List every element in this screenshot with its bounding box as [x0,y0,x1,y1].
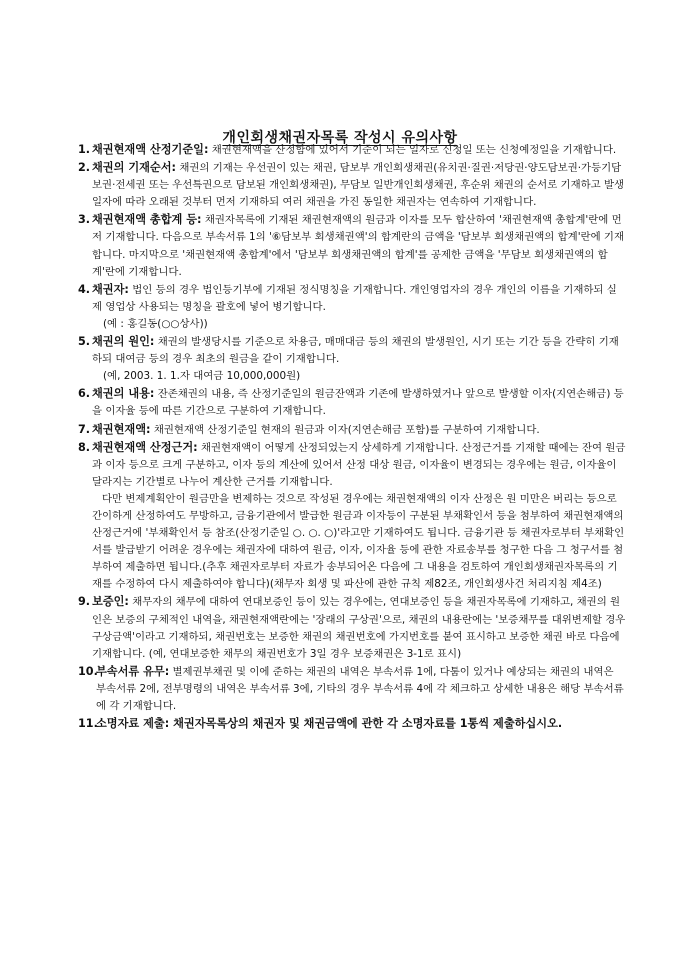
item-number: 2. [78,161,91,175]
item-heading: 채권현재액 산정근거: [92,440,198,454]
item-text: 채권자목록상의 채권자 및 채권금액에 관한 각 소명자료를 1통씩 제출하십시오. [169,717,563,731]
item-heading: 부속서류 유무: [96,664,170,678]
list-item [78,593,626,662]
item-text: 채권자목록에 기재된 채권현재액의 원금과 이자를 모두 합산하여 '채권현재액 총합계'란에 먼저 기재합니다. 다음으로 부속서류 1의 '⑥담보부 회생채권액'의 합계란의 금액을 '담보부 회생채권액의 합계'란에 기재합니다. 마지막으로 '채권현재액 총합계'에서 '담보부 회생채권액의 합계'를 공제한 금액을 '무담보 회생채권액의 합계'란에 기재합니다. [92,214,625,278]
list-item [78,211,626,280]
item-text: 채무자의 채무에 대하여 연대보증인 등이 있는 경우에는, 연대보증인 등을 채권자목록에 기재하고, 채권의 원인은 보증의 구체적인 내역을, 채권현재액란에는 '장래의 구상권'으로, 채권의 내용란에는 '보증채무를 대위변제할 경우 구상금액'이라고 기재하되, 채권번호는 보증한 채권의 채권번호에 가지번호를 붙여 표시하고 보증한 채권 바로 다음에 기재합니다. (예, 연대보증한 채무의 채권번호가 3일 경우 보증채권은 3-1로 표시) [92,596,626,660]
item-text: 별제권부채권 및 이에 준하는 채권의 내역은 부속서류 1에, 다툼이 있거나 예상되는 채권의 내역은 부속서류 2에, 전부명령의 내역은 부속서류 3에, 기타의 경우 부속서류 4에 각 체크하고 상세한 내용은 해당 부속서류에 각 기재합니다. [96,665,624,712]
item-paragraph: 다만 변제계획안이 원금만을 변제하는 것으로 작성된 경우에는 채권현재액의 이자 산정은 원 미만은 버리는 등으로 간이하게 산정하여도 무방하고, 금융기관에서 발급한 원금과 이자등이 구분된 부채확인서 등을 첨부하여 채권현재액의 산정근거에 '부채확인서 등 참조(산정기준일 ○. ○. ○)'라고만 기재하여도 됩니다. 금융기관 등 채권자로부터 부채확인서를 발급받기 어려운 경우에는 채권자에 대하여 원금, 이자, 이자율 등에 관한 자료송부를 청구한 다음 그 청구서를 첨부하여 제출하면 됩니다.(추후 채권자로부터 자료가 송부되어온 다음에 그 내용을 검토하여 개인회생채권자목록의 기재를 수정하여 다시 제출하여야 합니다)(채무자 회생 및 파산에 관한 규칙 제82조, 개인회생사건 처리지침 제4조) [92,492,625,591]
item-number: 11. [78,717,98,731]
item-text: 법인 등의 경우 법인등기부에 기재된 정식명칭을 기재합니다. 개인영업자의 경우 개인의 이름을 기재하되 실제 영업상 사용되는 명칭을 괄호에 넣어 병기합니다. [92,283,617,313]
item-text: 채권의 기재는 우선권이 있는 채권, 담보부 개인회생채권(유치권·질권·저당권·양도담보권·가등기담보권·전세권 또는 우선특권으로 담보된 개인회생채권), 무담보 일반개인회생채권, 후순위 채권의 순서로 기재하고 발생일자에 따라 오래된 것부터 먼저 기재하되 여러 채권을 가진 동일한 채권자는 연속하여 기재합니다. [92,162,625,209]
list-item [78,663,626,715]
item-heading: 보증인: [92,595,129,609]
list-item [78,141,626,159]
list-item [78,333,626,368]
item-number: 10. [78,664,98,678]
item-text: 채권현재액을 산정함에 있어서 기준이 되는 일자로 신청일 또는 신청예정일을 기재합니다. [208,144,617,156]
example-text: (예, 2003. 1. 1.자 대여금 10,000,000원) [103,370,301,383]
item-number: 6. [78,387,91,401]
item-heading: 채권자: [92,282,129,296]
item-heading: 채권의 원인: [92,335,155,349]
example-text: (예 : 홍길동(○○상사)) [103,317,208,330]
item-text: 채권현재액 산정기준일 현재의 원금과 이자(지연손해금 포함)를 구분하여 기재합니다. [150,423,540,436]
item-number: 5. [78,335,91,349]
item-number: 8. [78,440,91,454]
list-item [78,715,626,733]
item-heading: 채권의 내용: [92,387,155,401]
item-heading: 채권현재액: [92,422,151,436]
item-text: 잔존채권의 내용, 즉 산정기준일의 원금잔액과 기존에 발생하였거나 앞으로 발생할 이자(지연손해금) 등을 이자율 등에 따른 기간으로 구분하여 기재합니다. [92,388,624,418]
list-item [78,385,626,420]
item-number: 1. [78,143,91,156]
item-heading: 채권의 기재순서: [92,161,177,175]
list-item [78,159,626,211]
item-number: 4. [78,282,91,296]
page-title: 개인회생채권자목록 작성시 유의사항 [222,130,458,146]
item-text: 채권현재액이 어떻게 산정되었는지 상세하게 기재합니다. 산정근거를 기재할 때에는 잔여 원금과 이자 등으로 크게 구분하고, 이자 등의 계산에 있어서 산정 대상 원금, 이자율이 변경되는 경우에는 원금, 이자율이 달라지는 기간별로 나누어 계산한 근거를 기재합니다. [92,441,626,488]
list-item [78,421,626,439]
item-heading: 채권현재액 총합계 등: [92,213,202,227]
item-number: 3. [78,213,91,227]
item-heading: 소명자료 제출: [96,717,170,731]
notes-list [78,141,626,733]
list-item [78,439,626,491]
item-number: 9. [78,595,91,609]
list-item [78,281,626,316]
item-heading: 채권현재액 산정기준일: [92,143,209,156]
item-text: 채권의 발생당시를 기준으로 차용금, 매매대금 등의 채권의 발생원인, 시기 또는 기간 등을 간략히 기재하되 대여금 등의 경우 최초의 원금을 같이 기재합니다. [92,336,619,366]
item-number: 7. [78,422,91,436]
